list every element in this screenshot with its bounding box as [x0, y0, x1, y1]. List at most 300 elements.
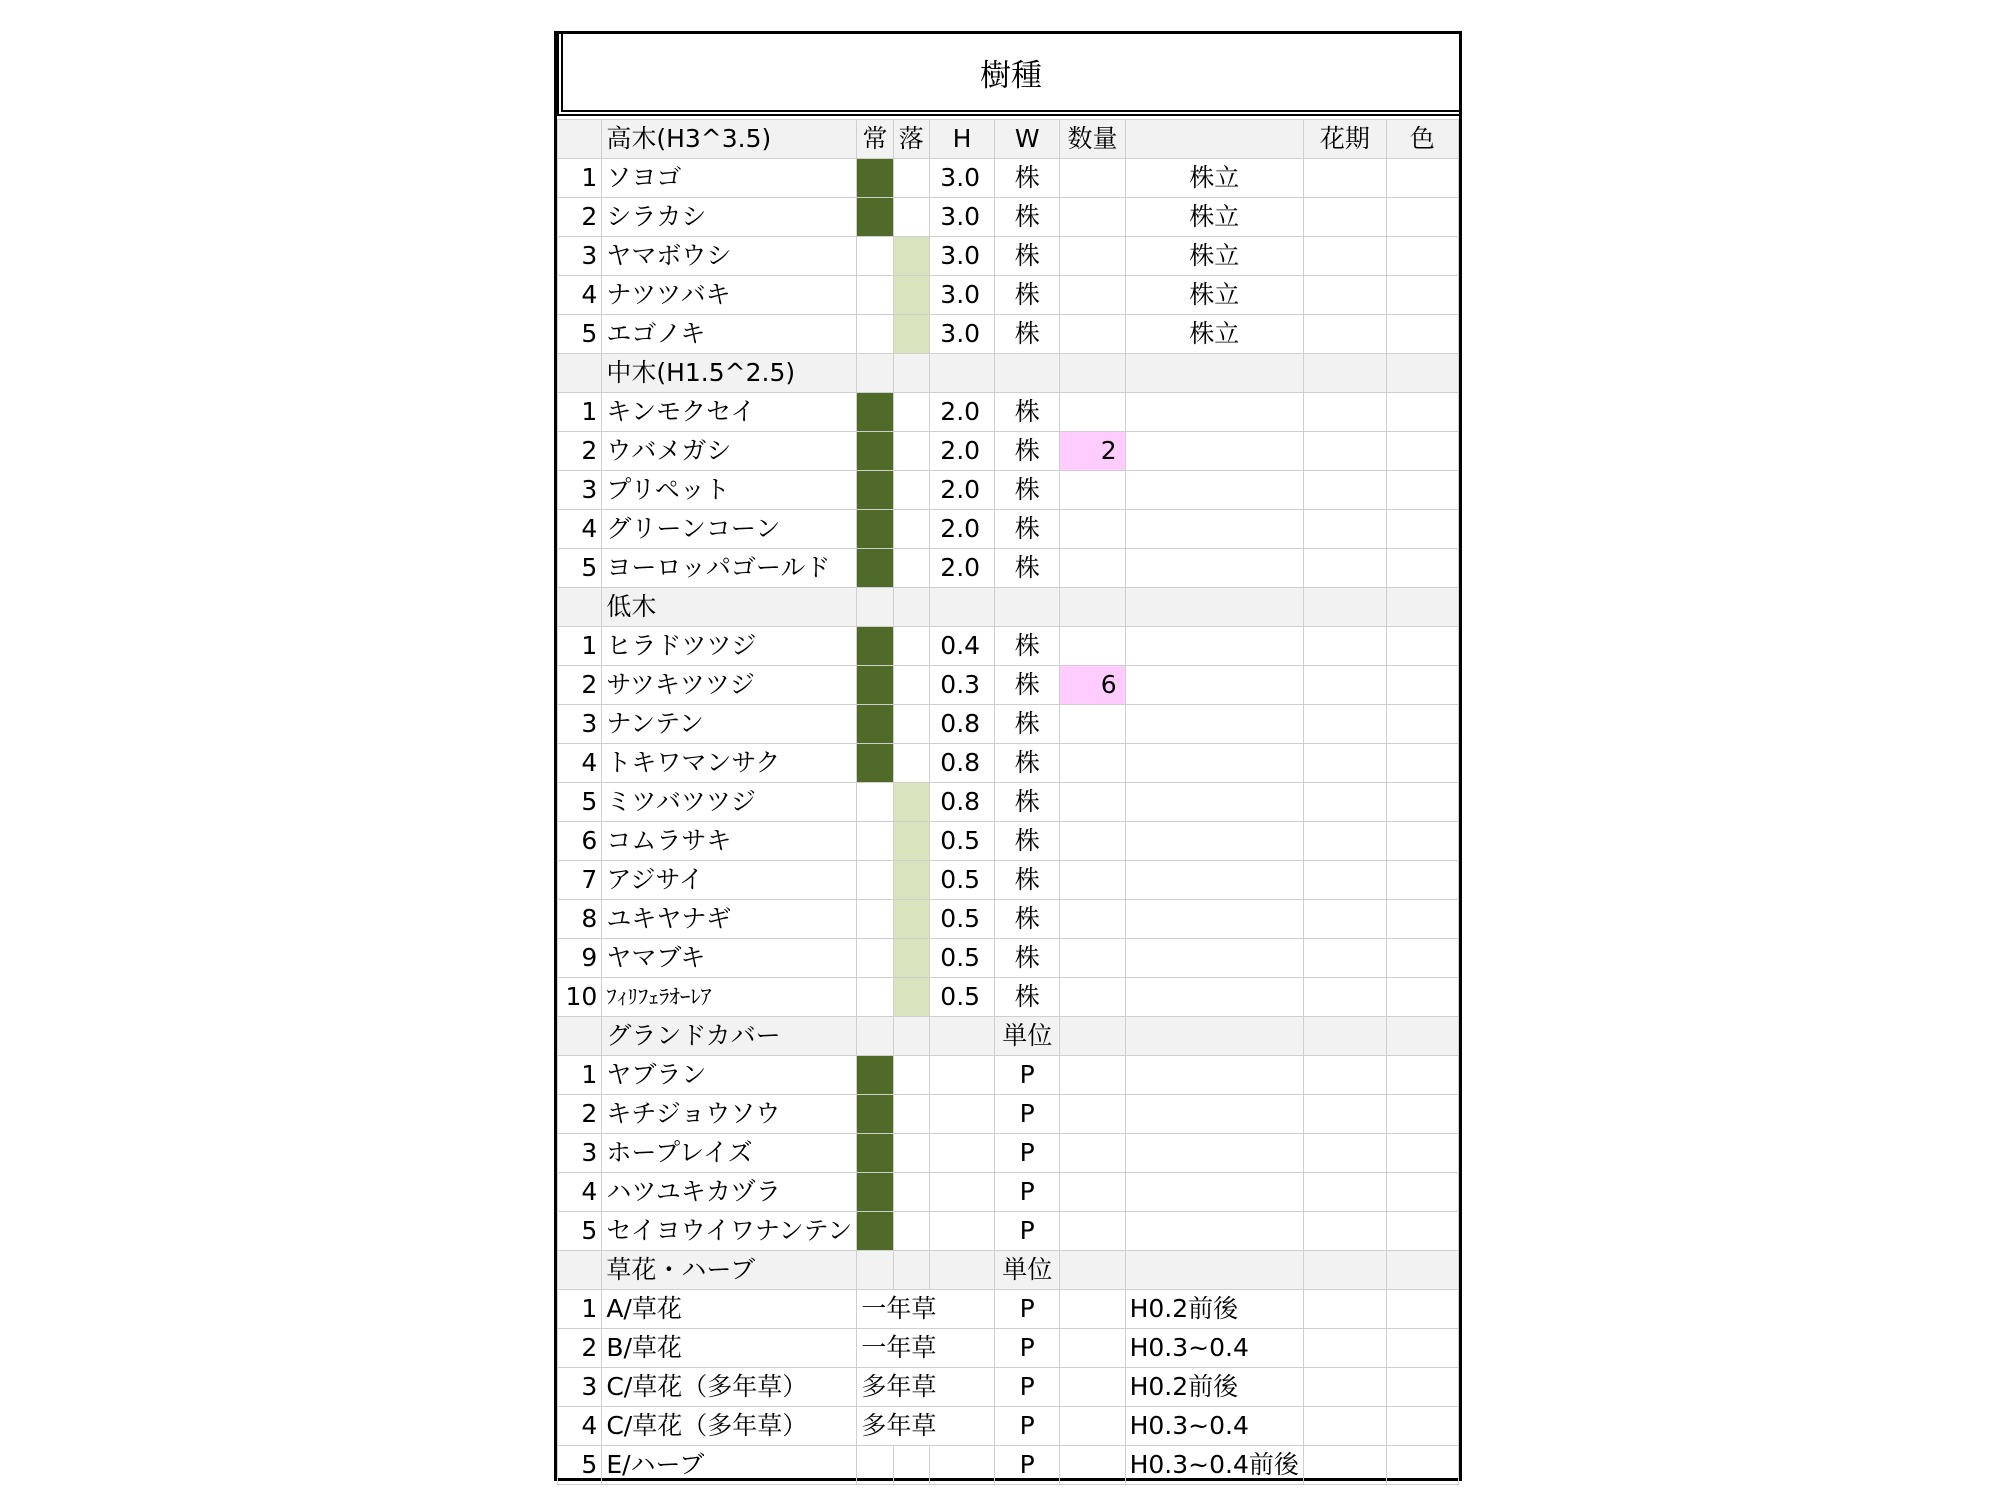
quantity-value — [1060, 1368, 1125, 1407]
section-deci-cell — [893, 354, 929, 393]
species-name: ウバメガシ — [602, 432, 857, 471]
table-row — [558, 159, 1459, 198]
bloom-value — [1303, 1368, 1386, 1407]
color-value — [1386, 1368, 1458, 1407]
header-row — [558, 120, 1459, 159]
species-name: ﾌｨﾘﾌｪﾗｵｰﾚｱ — [602, 978, 857, 1017]
section-unit — [995, 588, 1060, 627]
species-name: セイヨウイワナンテン — [602, 1212, 857, 1251]
row-number: 1 — [558, 627, 602, 666]
section-empty-cell — [1060, 588, 1125, 627]
species-name: コムラサキ — [602, 822, 857, 861]
width-unit: 株 — [995, 939, 1060, 978]
width-unit: P — [995, 1095, 1060, 1134]
plant-kind: 一年草 — [857, 1329, 995, 1368]
color-value — [1386, 276, 1458, 315]
width-unit: P — [995, 1368, 1060, 1407]
height-value: 2.0 — [929, 510, 994, 549]
note-value: H0.3~0.4 — [1125, 1407, 1303, 1446]
quantity-value — [1060, 549, 1125, 588]
deciduous-cell — [893, 783, 929, 822]
color-value — [1386, 1095, 1458, 1134]
row-number: 4 — [558, 510, 602, 549]
height-value: 0.3 — [929, 666, 994, 705]
deciduous-cell — [893, 978, 929, 1017]
section-ever-cell — [857, 1017, 893, 1056]
bloom-value — [1303, 666, 1386, 705]
height-value — [929, 1212, 994, 1251]
section-empty-cell — [1303, 354, 1386, 393]
section-empty-cell — [1125, 1017, 1303, 1056]
species-name: シラカシ — [602, 198, 857, 237]
quantity-value — [1060, 1173, 1125, 1212]
deciduous-cell — [893, 1134, 929, 1173]
species-name: グリーンコーン — [602, 510, 857, 549]
bloom-value — [1303, 627, 1386, 666]
evergreen-cell — [857, 510, 893, 549]
table-row — [558, 1134, 1459, 1173]
quantity-value — [1060, 510, 1125, 549]
color-value — [1386, 1173, 1458, 1212]
color-value — [1386, 744, 1458, 783]
height-value: 0.8 — [929, 744, 994, 783]
deciduous-cell — [893, 705, 929, 744]
row-number: 3 — [558, 1368, 602, 1407]
deciduous-cell — [893, 159, 929, 198]
table-row — [558, 666, 1459, 705]
evergreen-cell — [857, 159, 893, 198]
section-deci-cell — [893, 1251, 929, 1290]
table-row — [558, 1173, 1459, 1212]
width-unit: 株 — [995, 159, 1060, 198]
height-value: 2.0 — [929, 393, 994, 432]
section-deci-cell — [893, 1017, 929, 1056]
bloom-value — [1303, 900, 1386, 939]
deciduous-cell — [893, 1212, 929, 1251]
height-value: 0.5 — [929, 822, 994, 861]
color-value — [1386, 900, 1458, 939]
deciduous-cell — [893, 315, 929, 354]
quantity-value — [1060, 1212, 1125, 1251]
note-value — [1125, 1173, 1303, 1212]
note-value — [1125, 549, 1303, 588]
note-value: H0.3~0.4 — [1125, 1329, 1303, 1368]
width-unit: 株 — [995, 315, 1060, 354]
quantity-value: 6 — [1060, 666, 1125, 705]
note-value — [1125, 666, 1303, 705]
bloom-value — [1303, 432, 1386, 471]
header-quantity: 数量 — [1060, 120, 1125, 159]
color-value — [1386, 1056, 1458, 1095]
note-value — [1125, 939, 1303, 978]
note-value — [1125, 510, 1303, 549]
section-unit: 単位 — [995, 1017, 1060, 1056]
section-empty-cell — [1060, 1017, 1125, 1056]
quantity-value — [1060, 393, 1125, 432]
bloom-value — [1303, 1095, 1386, 1134]
deciduous-cell — [893, 900, 929, 939]
evergreen-cell — [857, 276, 893, 315]
header-name: 高木(H3^3.5) — [602, 120, 857, 159]
height-value: 0.8 — [929, 705, 994, 744]
color-value — [1386, 978, 1458, 1017]
quantity-value — [1060, 471, 1125, 510]
bloom-value — [1303, 939, 1386, 978]
row-number: 3 — [558, 705, 602, 744]
section-no — [558, 1017, 602, 1056]
row-number: 3 — [558, 471, 602, 510]
note-value — [1125, 393, 1303, 432]
species-name: エゴノキ — [602, 315, 857, 354]
evergreen-cell — [857, 900, 893, 939]
row-number: 10 — [558, 978, 602, 1017]
color-value — [1386, 510, 1458, 549]
bloom-value — [1303, 1329, 1386, 1368]
section-row — [558, 588, 1459, 627]
height-value: 0.5 — [929, 939, 994, 978]
height-value: 3.0 — [929, 276, 994, 315]
evergreen-cell — [857, 1095, 893, 1134]
table-row — [558, 744, 1459, 783]
plant-kind: 多年草 — [857, 1407, 995, 1446]
width-unit: 株 — [995, 393, 1060, 432]
note-value: 株立 — [1125, 159, 1303, 198]
row-number: 1 — [558, 1056, 602, 1095]
note-value — [1125, 861, 1303, 900]
bloom-value — [1303, 276, 1386, 315]
row-number: 4 — [558, 1173, 602, 1212]
width-unit: P — [995, 1290, 1060, 1329]
color-value — [1386, 822, 1458, 861]
bloom-value — [1303, 978, 1386, 1017]
height-value — [929, 1056, 994, 1095]
quantity-value — [1060, 822, 1125, 861]
section-title: 草花・ハーブ — [602, 1251, 857, 1290]
section-title: グランドカバー — [602, 1017, 857, 1056]
quantity-value — [1060, 1095, 1125, 1134]
color-value — [1386, 549, 1458, 588]
evergreen-cell — [857, 861, 893, 900]
section-unit — [995, 354, 1060, 393]
species-name: C/草花（多年草） — [602, 1368, 857, 1407]
section-title: 中木(H1.5^2.5) — [602, 354, 857, 393]
row-number: 3 — [558, 237, 602, 276]
note-value: 株立 — [1125, 198, 1303, 237]
evergreen-cell — [857, 237, 893, 276]
note-value — [1125, 1134, 1303, 1173]
note-value: 株立 — [1125, 276, 1303, 315]
table-row — [558, 705, 1459, 744]
note-value — [1125, 783, 1303, 822]
color-value — [1386, 393, 1458, 432]
evergreen-cell — [857, 393, 893, 432]
evergreen-cell — [857, 471, 893, 510]
note-value — [1125, 1056, 1303, 1095]
section-h-cell — [929, 354, 994, 393]
section-row — [558, 1017, 1459, 1056]
species-name: ユキヤナギ — [602, 900, 857, 939]
evergreen-cell — [857, 666, 893, 705]
quantity-value — [1060, 276, 1125, 315]
quantity-value — [1060, 1134, 1125, 1173]
height-value: 0.5 — [929, 900, 994, 939]
header-deciduous: 落 — [893, 120, 929, 159]
row-number: 1 — [558, 393, 602, 432]
evergreen-cell — [857, 822, 893, 861]
quantity-value — [1060, 237, 1125, 276]
width-unit: 株 — [995, 510, 1060, 549]
evergreen-cell — [857, 744, 893, 783]
quantity-value — [1060, 1446, 1125, 1485]
species-name: A/草花 — [602, 1290, 857, 1329]
table-row — [558, 432, 1459, 471]
section-unit: 単位 — [995, 1251, 1060, 1290]
deciduous-cell — [893, 1056, 929, 1095]
bloom-value — [1303, 315, 1386, 354]
species-name: キチジョウソウ — [602, 1095, 857, 1134]
quantity-value — [1060, 1329, 1125, 1368]
table-row — [558, 393, 1459, 432]
width-unit: 株 — [995, 705, 1060, 744]
row-number: 4 — [558, 276, 602, 315]
quantity-value — [1060, 939, 1125, 978]
width-unit: 株 — [995, 237, 1060, 276]
width-unit: 株 — [995, 627, 1060, 666]
species-name: C/草花（多年草） — [602, 1407, 857, 1446]
table-row — [558, 939, 1459, 978]
row-number: 2 — [558, 1329, 602, 1368]
species-name: プリペット — [602, 471, 857, 510]
bloom-value — [1303, 705, 1386, 744]
deciduous-cell — [893, 549, 929, 588]
section-empty-cell — [1060, 354, 1125, 393]
row-number: 7 — [558, 861, 602, 900]
bloom-value — [1303, 198, 1386, 237]
evergreen-cell — [857, 432, 893, 471]
deciduous-cell — [893, 510, 929, 549]
width-unit: 株 — [995, 666, 1060, 705]
table-row — [558, 1368, 1459, 1407]
species-name: アジサイ — [602, 861, 857, 900]
deciduous-cell — [893, 861, 929, 900]
evergreen-cell — [857, 783, 893, 822]
table-row — [558, 978, 1459, 1017]
table-row — [558, 1056, 1459, 1095]
height-value: 0.4 — [929, 627, 994, 666]
height-value — [929, 1173, 994, 1212]
section-ever-cell — [857, 354, 893, 393]
bloom-value — [1303, 744, 1386, 783]
note-value: 株立 — [1125, 237, 1303, 276]
quantity-value — [1060, 627, 1125, 666]
bloom-value — [1303, 1134, 1386, 1173]
color-value — [1386, 237, 1458, 276]
species-name: ヨーロッパゴールド — [602, 549, 857, 588]
quantity-value — [1060, 198, 1125, 237]
species-name: ホープレイズ — [602, 1134, 857, 1173]
height-value: 3.0 — [929, 315, 994, 354]
section-empty-cell — [1386, 354, 1458, 393]
section-empty-cell — [1386, 1251, 1458, 1290]
deciduous-cell — [893, 1095, 929, 1134]
quantity-value — [1060, 1056, 1125, 1095]
color-value — [1386, 783, 1458, 822]
deciduous-cell — [893, 471, 929, 510]
color-value — [1386, 861, 1458, 900]
note-value — [1125, 1095, 1303, 1134]
row-number: 5 — [558, 1212, 602, 1251]
note-value — [1125, 822, 1303, 861]
species-name: ヤブラン — [602, 1056, 857, 1095]
deciduous-cell — [893, 1173, 929, 1212]
evergreen-cell — [857, 198, 893, 237]
bloom-value — [1303, 471, 1386, 510]
width-unit: 株 — [995, 783, 1060, 822]
bloom-value — [1303, 1056, 1386, 1095]
table-row — [558, 276, 1459, 315]
evergreen-cell — [857, 1056, 893, 1095]
table-row — [558, 510, 1459, 549]
quantity-value — [1060, 861, 1125, 900]
bloom-value — [1303, 159, 1386, 198]
bloom-value — [1303, 783, 1386, 822]
width-unit: 株 — [995, 549, 1060, 588]
species-name: ヒラドツツジ — [602, 627, 857, 666]
note-value: H0.3~0.4前後 — [1125, 1446, 1303, 1485]
width-unit: P — [995, 1134, 1060, 1173]
color-value — [1386, 1212, 1458, 1251]
note-value — [1125, 471, 1303, 510]
deciduous-cell — [893, 822, 929, 861]
height-value — [929, 1446, 994, 1485]
species-name: トキワマンサク — [602, 744, 857, 783]
table-row — [558, 549, 1459, 588]
row-number: 9 — [558, 939, 602, 978]
evergreen-cell — [857, 627, 893, 666]
section-h-cell — [929, 1251, 994, 1290]
table-row — [558, 237, 1459, 276]
width-unit: 株 — [995, 276, 1060, 315]
height-value: 3.0 — [929, 237, 994, 276]
bloom-value — [1303, 1446, 1386, 1485]
note-value — [1125, 744, 1303, 783]
bloom-value — [1303, 1212, 1386, 1251]
height-value — [929, 1134, 994, 1173]
quantity-value — [1060, 705, 1125, 744]
note-value — [1125, 900, 1303, 939]
table-row — [558, 783, 1459, 822]
evergreen-cell — [857, 1446, 893, 1485]
note-value — [1125, 432, 1303, 471]
section-ever-cell — [857, 1251, 893, 1290]
note-value — [1125, 978, 1303, 1017]
table-row — [558, 1290, 1459, 1329]
height-value: 3.0 — [929, 159, 994, 198]
color-value — [1386, 315, 1458, 354]
width-unit: P — [995, 1329, 1060, 1368]
width-unit: 株 — [995, 822, 1060, 861]
quantity-value — [1060, 1407, 1125, 1446]
deciduous-cell — [893, 432, 929, 471]
width-unit: P — [995, 1056, 1060, 1095]
row-number: 2 — [558, 432, 602, 471]
color-value — [1386, 666, 1458, 705]
header-blank — [1125, 120, 1303, 159]
row-number: 2 — [558, 1095, 602, 1134]
table-row — [558, 1446, 1459, 1485]
height-value: 2.0 — [929, 432, 994, 471]
bloom-value — [1303, 1290, 1386, 1329]
species-name: B/草花 — [602, 1329, 857, 1368]
width-unit: P — [995, 1407, 1060, 1446]
color-value — [1386, 1407, 1458, 1446]
header-width: W — [995, 120, 1060, 159]
plant-species-sheet — [554, 31, 1462, 1481]
color-value — [1386, 159, 1458, 198]
bloom-value — [1303, 1173, 1386, 1212]
quantity-value — [1060, 900, 1125, 939]
table-row — [558, 1329, 1459, 1368]
row-number: 4 — [558, 744, 602, 783]
height-value: 2.0 — [929, 471, 994, 510]
header-evergreen: 常 — [857, 120, 893, 159]
section-h-cell — [929, 588, 994, 627]
height-value: 2.0 — [929, 549, 994, 588]
species-name: E/ハーブ — [602, 1446, 857, 1485]
bloom-value — [1303, 1407, 1386, 1446]
species-name: ナンテン — [602, 705, 857, 744]
deciduous-cell — [893, 393, 929, 432]
bloom-value — [1303, 822, 1386, 861]
evergreen-cell — [857, 939, 893, 978]
section-empty-cell — [1303, 588, 1386, 627]
height-value: 0.8 — [929, 783, 994, 822]
deciduous-cell — [893, 198, 929, 237]
height-value: 0.5 — [929, 978, 994, 1017]
section-empty-cell — [1125, 354, 1303, 393]
note-value — [1125, 1212, 1303, 1251]
species-name: キンモクセイ — [602, 393, 857, 432]
section-row — [558, 354, 1459, 393]
deciduous-cell — [893, 744, 929, 783]
species-name: ナツツバキ — [602, 276, 857, 315]
row-number: 3 — [558, 1134, 602, 1173]
evergreen-cell — [857, 705, 893, 744]
row-number: 8 — [558, 900, 602, 939]
note-value: 株立 — [1125, 315, 1303, 354]
color-value — [1386, 1446, 1458, 1485]
quantity-value — [1060, 315, 1125, 354]
row-number: 5 — [558, 315, 602, 354]
header-bloom: 花期 — [1303, 120, 1386, 159]
note-value — [1125, 627, 1303, 666]
section-no — [558, 354, 602, 393]
width-unit: 株 — [995, 861, 1060, 900]
section-empty-cell — [1303, 1017, 1386, 1056]
plant-kind: 多年草 — [857, 1368, 995, 1407]
evergreen-cell — [857, 1173, 893, 1212]
quantity-value — [1060, 159, 1125, 198]
color-value — [1386, 939, 1458, 978]
note-value — [1125, 705, 1303, 744]
deciduous-cell — [893, 666, 929, 705]
color-value — [1386, 705, 1458, 744]
height-value — [929, 1095, 994, 1134]
deciduous-cell — [893, 237, 929, 276]
species-name: ソヨゴ — [602, 159, 857, 198]
table-row — [558, 627, 1459, 666]
color-value — [1386, 198, 1458, 237]
